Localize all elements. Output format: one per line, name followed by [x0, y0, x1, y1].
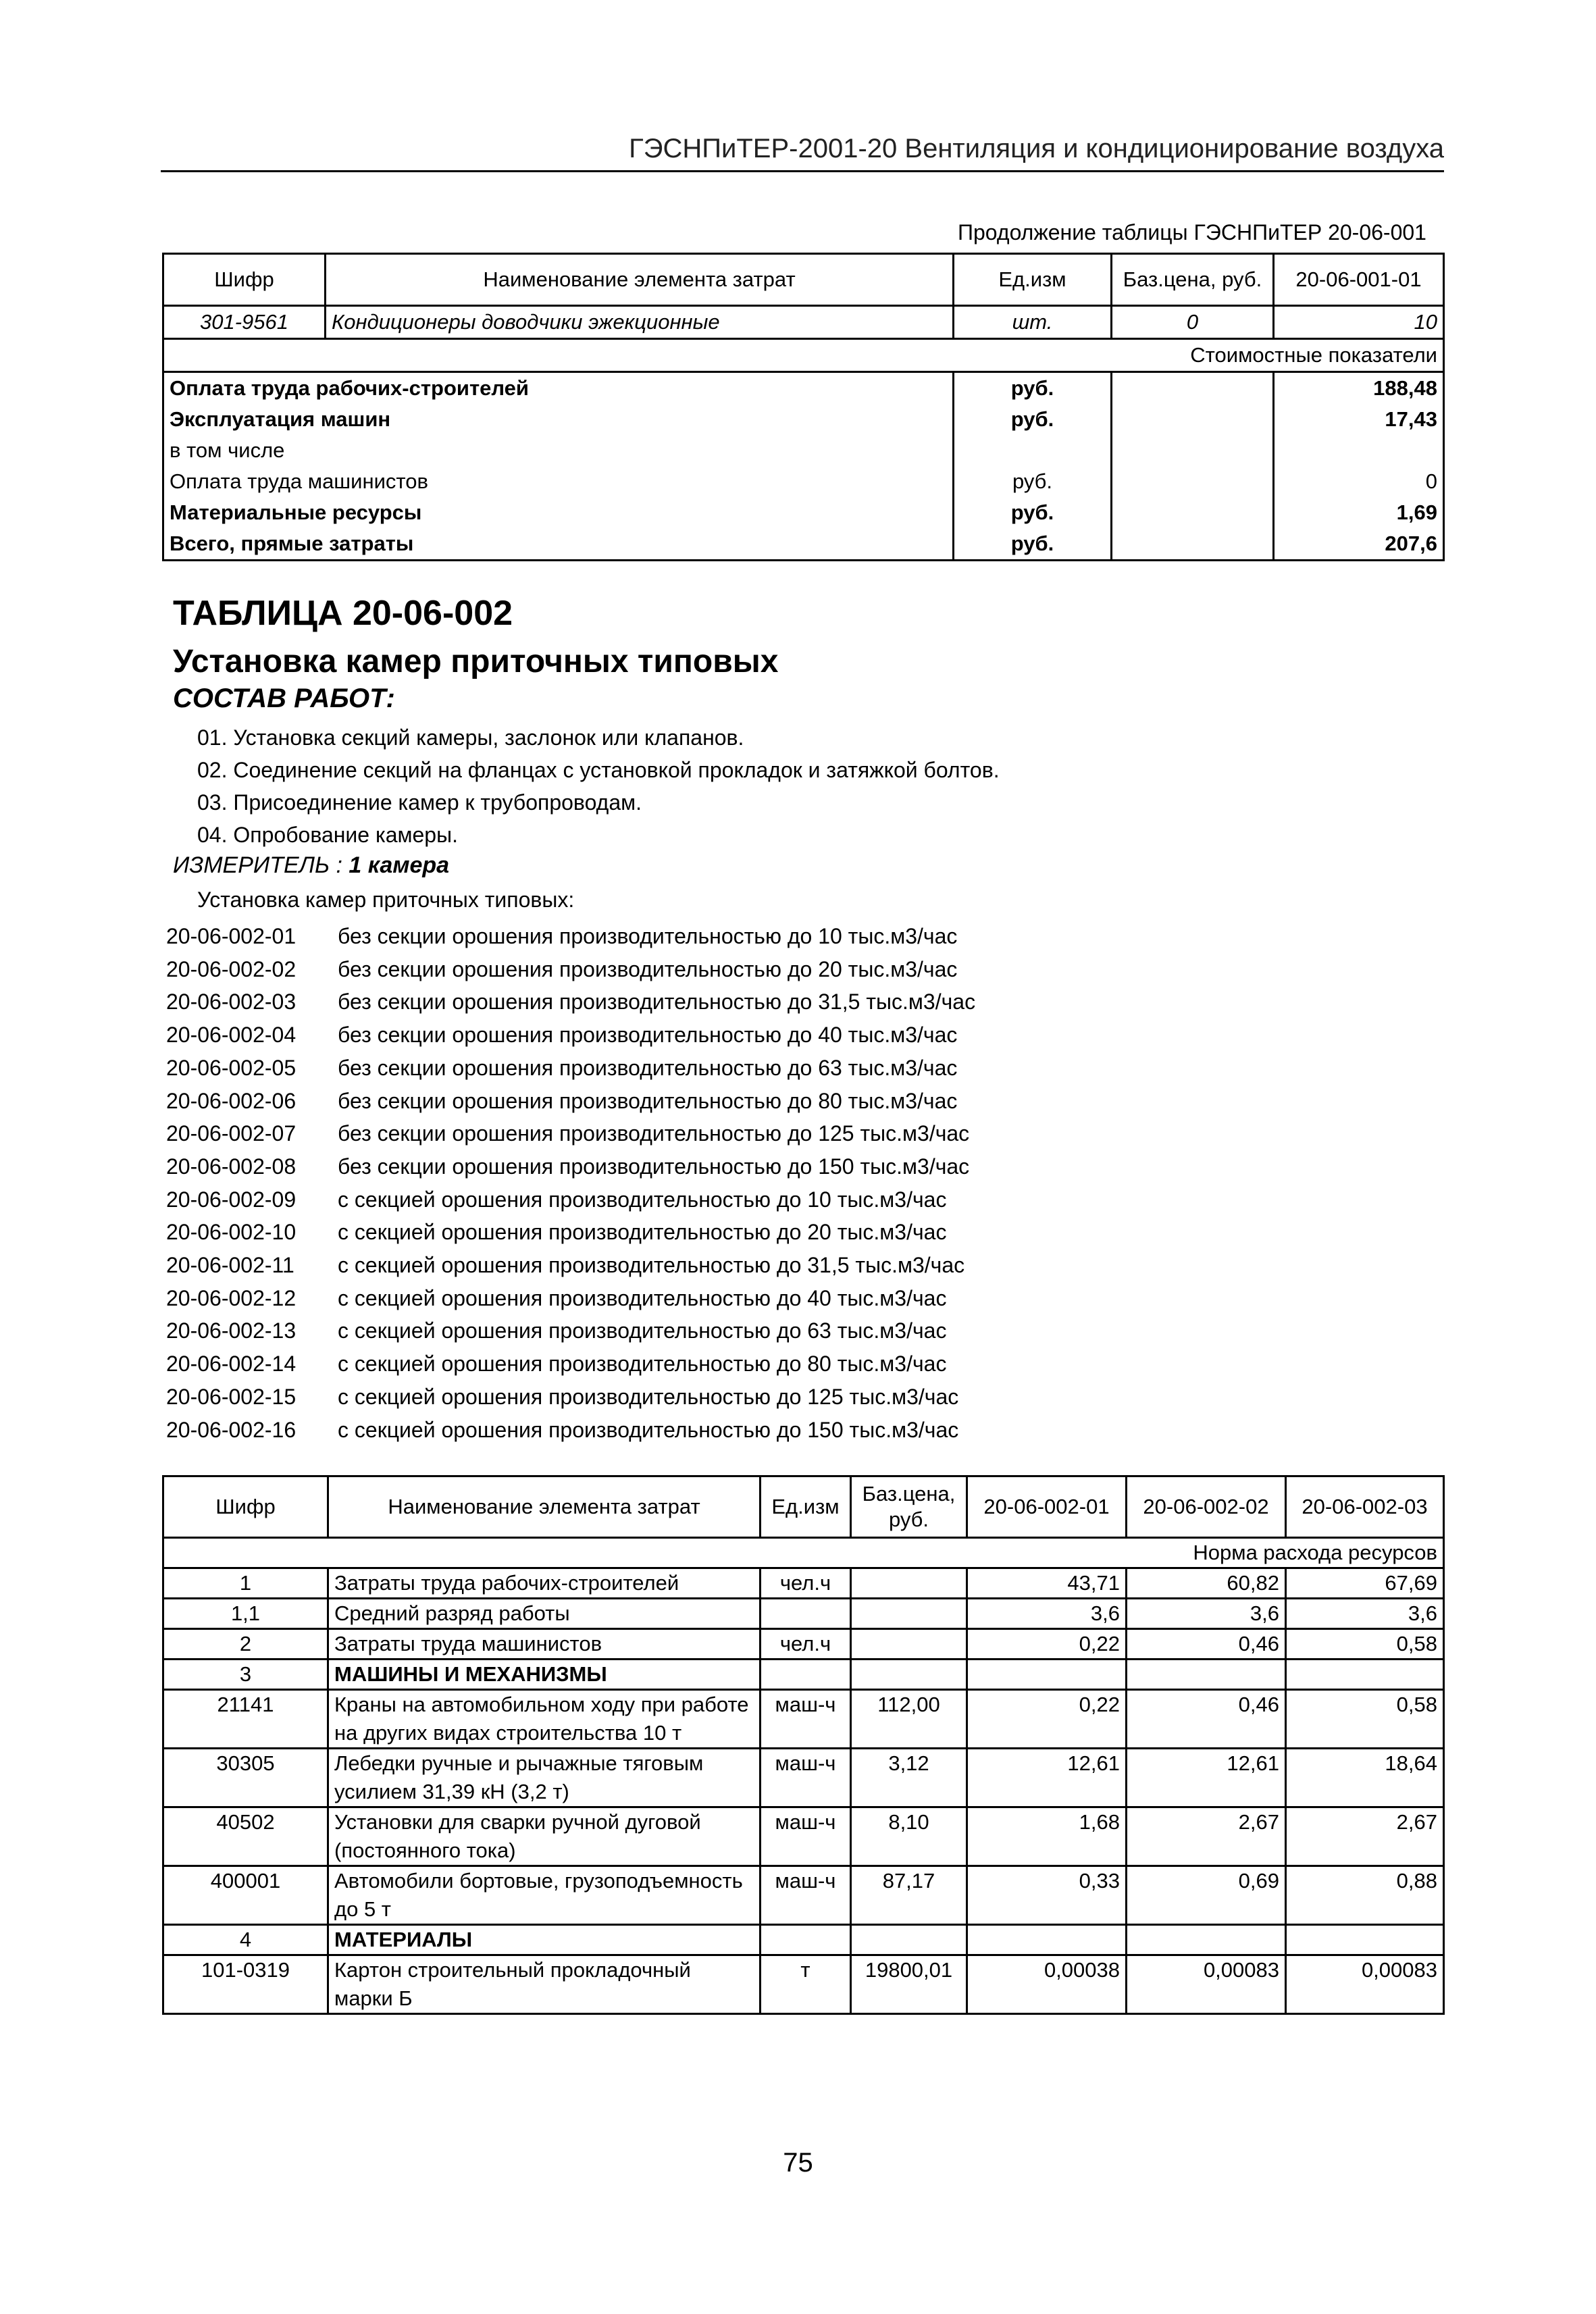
resource-unit	[761, 1599, 851, 1629]
code-number: 20-06-002-04	[166, 1023, 297, 1048]
resource-norm-3: 18,64	[1286, 1749, 1444, 1807]
item-name: Кондиционеры доводчики эжекционные	[326, 306, 954, 339]
section-label: Стоимостные показатели	[163, 339, 1444, 372]
resource-norm-1: 0,00038	[967, 1955, 1127, 2014]
resources-header-row	[163, 1476, 1444, 1538]
resource-unit	[761, 1660, 851, 1690]
resource-norm-2: 2,67	[1127, 1807, 1286, 1866]
code-description: без секции орошения производительностью до 31,5 тыс.м3/час	[338, 989, 976, 1014]
resource-price	[851, 1599, 967, 1629]
resource-code: 101-0319	[163, 1955, 328, 2014]
codes-intro: Установка камер приточных типовых:	[197, 888, 575, 912]
code-description: с секцией орошения производительностью до 31,5 тыс.м3/час	[338, 1253, 965, 1278]
resource-code: 3	[163, 1660, 328, 1690]
code-number: 20-06-002-12	[166, 1285, 297, 1310]
resource-code: 1	[163, 1568, 328, 1599]
resource-price: 8,10	[851, 1807, 967, 1866]
code-list-item	[166, 1216, 975, 1249]
cost-name: в том числе	[163, 435, 954, 466]
measure-value: 1 камера	[349, 852, 450, 878]
code-list-item	[166, 920, 975, 953]
code-number: 20-06-002-11	[166, 1253, 294, 1278]
resource-code: 4	[163, 1925, 328, 1955]
resource-row	[163, 1955, 1444, 2014]
resource-norm-3: 0,00083	[1286, 1955, 1444, 2014]
cost-unit: руб.	[954, 372, 1112, 405]
code-list-item	[166, 1347, 975, 1381]
continuation-section-row	[163, 339, 1444, 372]
cost-name: Оплата труда машинистов	[163, 466, 954, 497]
resource-row	[163, 1925, 1444, 1955]
resource-norm-2: 0,69	[1127, 1866, 1286, 1925]
code-list-item	[166, 1052, 975, 1085]
code-description: без секции орошения производительностью до 125 тыс.м3/час	[338, 1121, 970, 1146]
cost-value: 207,6	[1274, 528, 1444, 561]
code-description: с секцией орошения производительностью до 80 тыс.м3/час	[338, 1352, 947, 1377]
resource-price: 19800,01	[851, 1955, 967, 2014]
code-list-item	[166, 953, 975, 986]
col-header-code: Шифр	[163, 1476, 328, 1538]
code-number: 20-06-002-08	[166, 1154, 297, 1179]
resource-norm-3: 0,58	[1286, 1690, 1444, 1749]
resource-row	[163, 1599, 1444, 1629]
continuation-header-row	[163, 254, 1444, 306]
resource-norm-1: 0,22	[967, 1629, 1127, 1660]
code-number: 20-06-002-10	[166, 1220, 297, 1245]
resource-name: Затраты труда машинистов	[328, 1629, 761, 1660]
code-description: с секцией орошения производительностью до 150 тыс.м3/час	[338, 1417, 959, 1442]
table-subtitle: Установка камер приточных типовых	[173, 644, 779, 679]
code-description: без секции орошения производительностью до 63 тыс.м3/час	[338, 1055, 958, 1080]
code-list-item	[166, 1117, 975, 1150]
code-list-item	[166, 1414, 975, 1447]
item-price: 0	[1112, 306, 1274, 339]
resource-norm-3	[1286, 1925, 1444, 1955]
col-header-name: Наименование элемента затрат	[328, 1476, 761, 1538]
item-value: 10	[1274, 306, 1444, 339]
col-header-norm-3: 20-06-002-03	[1286, 1476, 1444, 1538]
resource-norm-2: 0,46	[1127, 1690, 1286, 1749]
resource-price	[851, 1568, 967, 1599]
code-list-item	[166, 1282, 975, 1315]
col-header-unit: Ед.изм	[954, 254, 1112, 306]
code-number: 20-06-002-06	[166, 1088, 297, 1113]
resource-norm-2	[1127, 1660, 1286, 1690]
resource-norm-2: 60,82	[1127, 1568, 1286, 1599]
code-list-item	[166, 1381, 975, 1414]
resource-unit: чел.ч	[761, 1568, 851, 1599]
resource-price: 112,00	[851, 1690, 967, 1749]
resource-code: 2	[163, 1629, 328, 1660]
code-list-item	[166, 985, 975, 1019]
col-header-norm-1: 20-06-002-01	[967, 1476, 1127, 1538]
resource-unit: маш-ч	[761, 1749, 851, 1807]
code-list-item	[166, 1019, 975, 1052]
col-header-price: Баз.цена, руб.	[851, 1476, 967, 1538]
resource-unit: чел.ч	[761, 1629, 851, 1660]
cost-value: 188,48	[1274, 372, 1444, 405]
code-number: 20-06-002-07	[166, 1121, 297, 1146]
sostav-label: СОСТАВ РАБОТ:	[173, 684, 395, 713]
cost-row	[163, 372, 1444, 405]
code-description: без секции орошения производительностью до 20 тыс.м3/час	[338, 956, 958, 981]
resource-code: 30305	[163, 1749, 328, 1807]
resource-name: МАШИНЫ И МЕХАНИЗМЫ	[328, 1660, 761, 1690]
resource-unit: маш-ч	[761, 1866, 851, 1925]
resources-section-row	[163, 1538, 1444, 1568]
resource-name: Автомобили бортовые, грузоподъемность до 5 т	[328, 1866, 761, 1925]
cost-unit: руб.	[954, 528, 1112, 561]
resource-unit	[761, 1925, 851, 1955]
resource-norm-1: 43,71	[967, 1568, 1127, 1599]
resource-code: 40502	[163, 1807, 328, 1866]
work-item: 04. Опробование камеры.	[197, 823, 458, 847]
col-header-price: Баз.цена, руб.	[1112, 254, 1274, 306]
resource-norm-1: 12,61	[967, 1749, 1127, 1807]
resource-name: Картон строительный прокладочный марки Б	[328, 1955, 761, 2014]
resource-code: 400001	[163, 1866, 328, 1925]
resource-price: 3,12	[851, 1749, 967, 1807]
codes-list	[166, 920, 975, 1446]
col-header-code: Шифр	[163, 254, 326, 306]
resource-unit: маш-ч	[761, 1690, 851, 1749]
table-title: ТАБЛИЦА 20-06-002	[173, 594, 513, 633]
work-item: 03. Присоединение камер к трубопроводам.	[197, 790, 642, 815]
resource-norm-3: 67,69	[1286, 1568, 1444, 1599]
cost-price	[1112, 528, 1274, 561]
cost-row	[163, 497, 1444, 528]
resource-row	[163, 1749, 1444, 1807]
code-number: 20-06-002-13	[166, 1318, 297, 1343]
continuation-item-row	[163, 306, 1444, 339]
resource-norm-1: 1,68	[967, 1807, 1127, 1866]
work-item: 01. Установка секций камеры, заслонок или клапанов.	[197, 725, 744, 750]
resource-name: Лебедки ручные и рычажные тяговым усилием 31,39 кН (3,2 т)	[328, 1749, 761, 1807]
code-number: 20-06-002-05	[166, 1055, 297, 1080]
resource-norm-3: 3,6	[1286, 1599, 1444, 1629]
resource-norm-2: 0,46	[1127, 1629, 1286, 1660]
code-list-item	[166, 1249, 975, 1282]
resource-code: 1,1	[163, 1599, 328, 1629]
cost-value: 0	[1274, 466, 1444, 497]
code-list-item	[166, 1314, 975, 1347]
code-list-item	[166, 1085, 975, 1118]
code-number: 20-06-002-14	[166, 1352, 297, 1377]
col-header-unit: Ед.изм	[761, 1476, 851, 1538]
cost-row	[163, 404, 1444, 435]
section-spacer	[163, 1538, 328, 1568]
resource-norm-1: 0,33	[967, 1866, 1127, 1925]
cost-row	[163, 528, 1444, 561]
resource-name: Краны на автомобильном ходу при работе на других видах строительства 10 т	[328, 1690, 761, 1749]
col-header-name: Наименование элемента затрат	[326, 254, 954, 306]
cost-value: 1,69	[1274, 497, 1444, 528]
resource-norm-3	[1286, 1660, 1444, 1690]
continuation-title: Продолжение таблицы ГЭСНПиТЕР 20-06-001	[958, 220, 1426, 245]
cost-unit: руб.	[954, 466, 1112, 497]
continuation-rows	[163, 372, 1444, 561]
resource-name: Средний разряд работы	[328, 1599, 761, 1629]
resource-price	[851, 1629, 967, 1660]
cost-row	[163, 466, 1444, 497]
code-description: без секции орошения производительностью до 10 тыс.м3/час	[338, 924, 958, 948]
item-unit: шт.	[954, 306, 1112, 339]
resource-row	[163, 1568, 1444, 1599]
resource-name: Установки для сварки ручной дуговой (постоянного тока)	[328, 1807, 761, 1866]
cost-price	[1112, 466, 1274, 497]
resource-norm-3: 0,58	[1286, 1629, 1444, 1660]
page-number: 75	[783, 2148, 813, 2178]
code-number: 20-06-002-02	[166, 956, 297, 981]
resource-norm-2: 0,00083	[1127, 1955, 1286, 2014]
cost-name: Всего, прямые затраты	[163, 528, 954, 561]
col-header-norm-2: 20-06-002-02	[1127, 1476, 1286, 1538]
resource-name: МАТЕРИАЛЫ	[328, 1925, 761, 1955]
code-description: с секцией орошения производительностью до 20 тыс.м3/час	[338, 1220, 947, 1245]
code-number: 20-06-002-16	[166, 1417, 297, 1442]
measure-line	[173, 852, 449, 879]
cost-unit: руб.	[954, 497, 1112, 528]
resource-row	[163, 1690, 1444, 1749]
cost-unit	[954, 435, 1112, 466]
resources-rows	[163, 1568, 1444, 2014]
measure-label: ИЗМЕРИТЕЛЬ :	[173, 852, 342, 878]
resource-norm-1: 3,6	[967, 1599, 1127, 1629]
resource-norm-3: 2,67	[1286, 1807, 1444, 1866]
resource-norm-2: 3,6	[1127, 1599, 1286, 1629]
resource-norm-1	[967, 1660, 1127, 1690]
work-item: 02. Соединение секций на фланцах с установкой прокладок и затяжкой болтов.	[197, 758, 1000, 782]
resource-norm-2: 12,61	[1127, 1749, 1286, 1807]
code-number: 20-06-002-03	[166, 989, 297, 1014]
resource-price: 87,17	[851, 1866, 967, 1925]
code-number: 20-06-002-15	[166, 1384, 297, 1409]
code-description: с секцией орошения производительностью до 40 тыс.м3/час	[338, 1285, 947, 1310]
resource-row	[163, 1660, 1444, 1690]
cost-name: Материальные ресурсы	[163, 497, 954, 528]
resource-code: 21141	[163, 1690, 328, 1749]
resource-row	[163, 1629, 1444, 1660]
cost-name: Эксплуатация машин	[163, 404, 954, 435]
resource-name: Затраты труда рабочих-строителей	[328, 1568, 761, 1599]
resource-price	[851, 1660, 967, 1690]
resource-norm-2	[1127, 1925, 1286, 1955]
resource-norm-1: 0,22	[967, 1690, 1127, 1749]
code-description: без секции орошения производительностью до 40 тыс.м3/час	[338, 1023, 958, 1048]
cost-unit: руб.	[954, 404, 1112, 435]
cost-value: 17,43	[1274, 404, 1444, 435]
cost-price	[1112, 372, 1274, 405]
resource-norm-1	[967, 1925, 1127, 1955]
cost-price	[1112, 404, 1274, 435]
col-header-norm: 20-06-001-01	[1274, 254, 1444, 306]
resources-table	[162, 1475, 1445, 2015]
code-list-item	[166, 1150, 975, 1183]
resource-row	[163, 1807, 1444, 1866]
code-description: без секции орошения производительностью до 80 тыс.м3/час	[338, 1088, 958, 1113]
code-description: с секцией орошения производительностью до 63 тыс.м3/час	[338, 1318, 947, 1343]
cost-price	[1112, 435, 1274, 466]
code-description: без секции орошения производительностью до 150 тыс.м3/час	[338, 1154, 970, 1179]
running-header: ГЭСНПиТЕР-2001-20 Вентиляция и кондиционирование воздуха	[161, 128, 1444, 172]
code-number: 20-06-002-09	[166, 1187, 297, 1212]
resource-unit: маш-ч	[761, 1807, 851, 1866]
code-number: 20-06-002-01	[166, 924, 297, 948]
cost-price	[1112, 497, 1274, 528]
cost-row	[163, 435, 1444, 466]
item-code: 301-9561	[163, 306, 326, 339]
cost-name: Оплата труда рабочих-строителей	[163, 372, 954, 405]
code-description: с секцией орошения производительностью до 10 тыс.м3/час	[338, 1187, 947, 1212]
continuation-table	[162, 253, 1445, 561]
code-list-item	[166, 1183, 975, 1216]
resource-price	[851, 1925, 967, 1955]
resource-unit: т	[761, 1955, 851, 2014]
resource-row	[163, 1866, 1444, 1925]
cost-value	[1274, 435, 1444, 466]
code-description: с секцией орошения производительностью до 125 тыс.м3/час	[338, 1384, 959, 1409]
section-label: Норма расхода ресурсов	[328, 1538, 1444, 1568]
resource-norm-3: 0,88	[1286, 1866, 1444, 1925]
